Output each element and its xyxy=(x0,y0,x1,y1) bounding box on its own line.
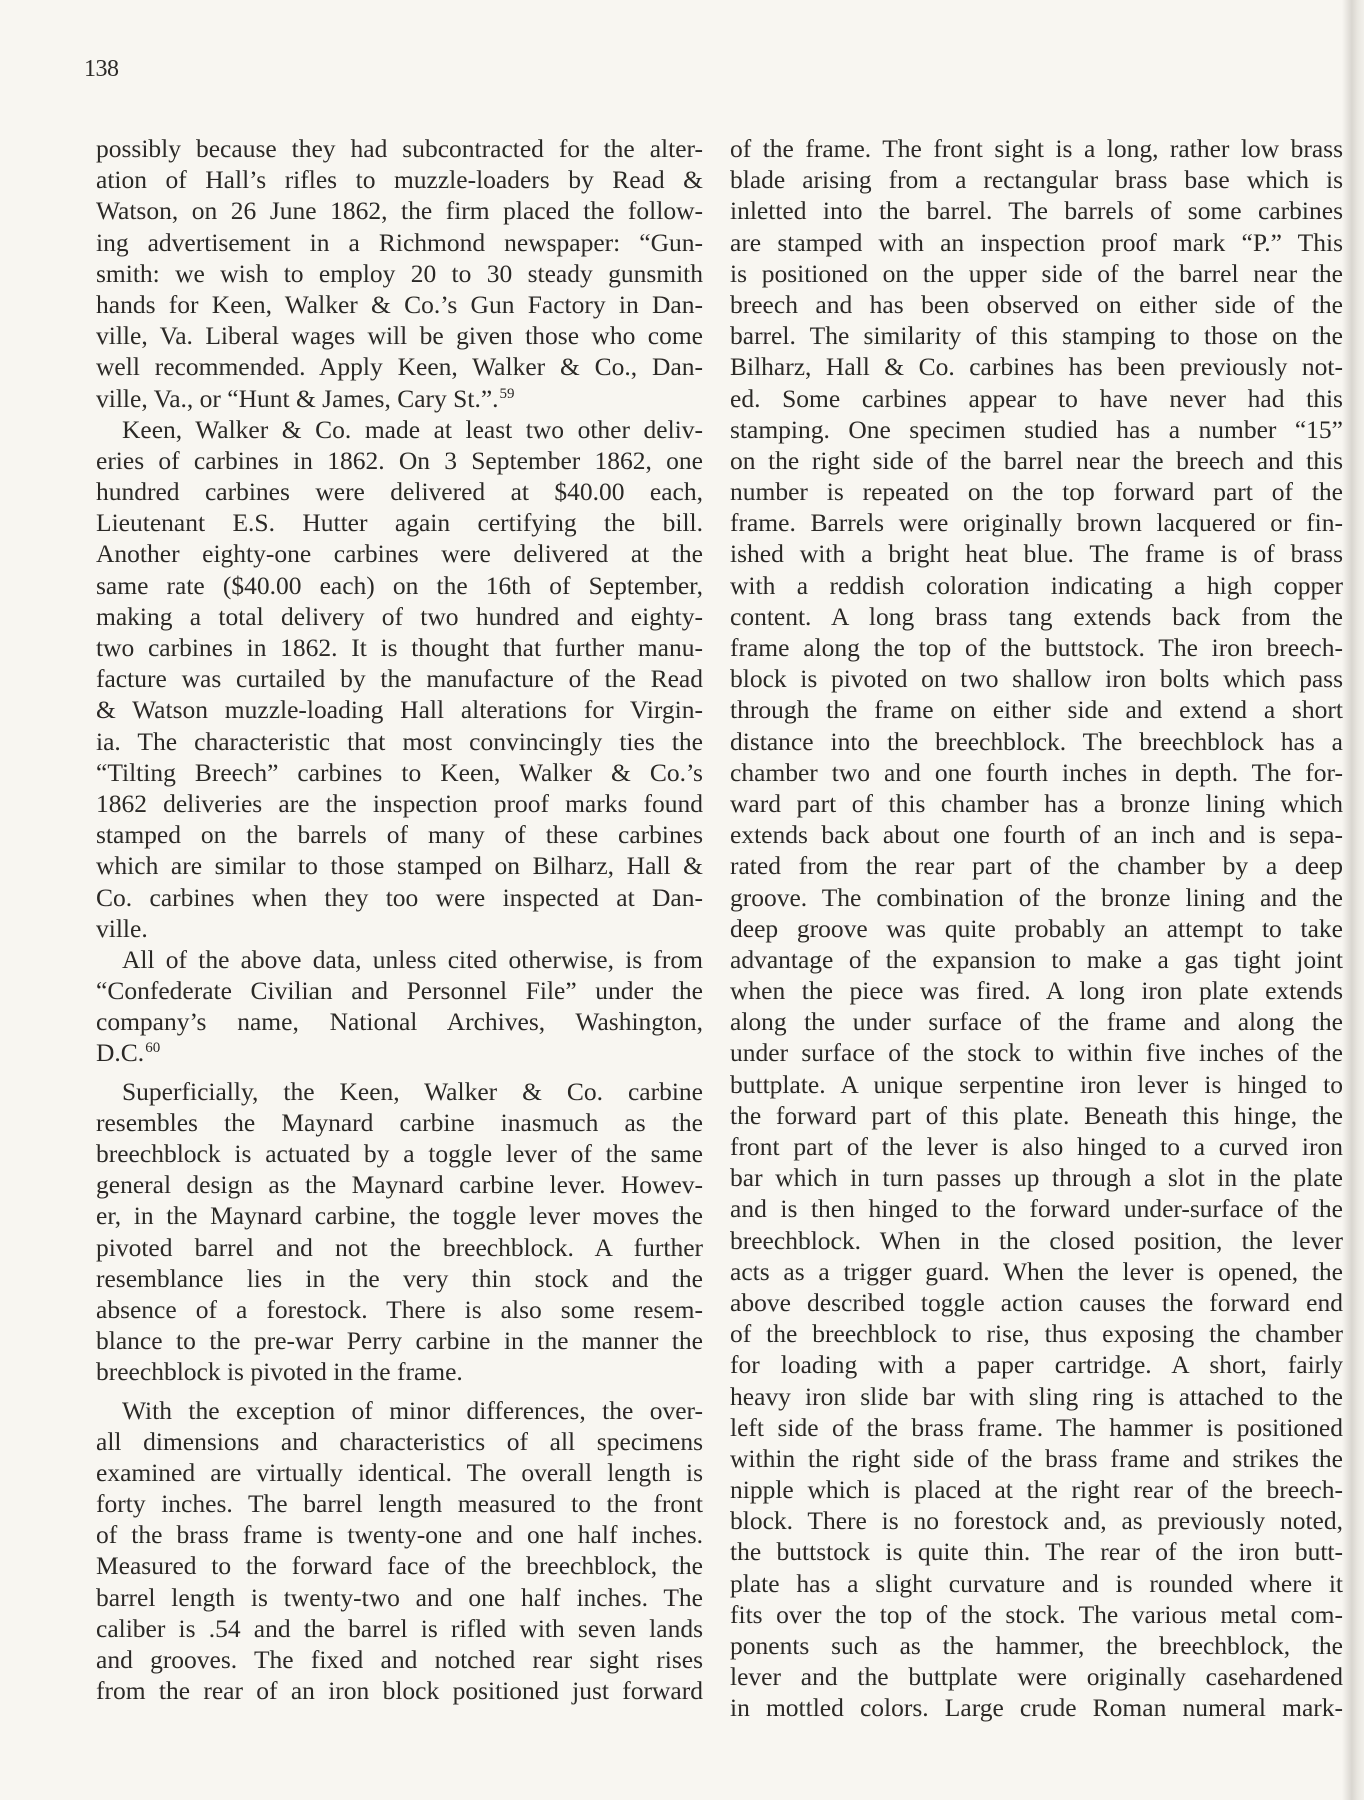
line-text: breechblock is pivoted in the frame. xyxy=(96,1357,463,1387)
page-number: 138 xyxy=(84,56,119,82)
paragraph xyxy=(96,133,703,414)
line-text: groove. The combination of the bronze lining and the xyxy=(730,882,1343,912)
line-text: 1862 deliveries are the inspection proof marks found xyxy=(96,788,703,818)
text-line xyxy=(96,1006,703,1037)
line-text: buttplate. A unique serpentine iron lever is hinged to xyxy=(730,1069,1343,1099)
text-line xyxy=(96,476,703,507)
text-line xyxy=(730,1568,1343,1599)
text-line xyxy=(96,1457,703,1488)
line-text: left side of the brass frame. The hammer is positioned xyxy=(730,1412,1343,1442)
text-line xyxy=(730,1287,1343,1318)
paragraph xyxy=(730,133,1343,1724)
text-line xyxy=(96,414,703,445)
text-line xyxy=(730,1318,1343,1349)
line-text: ing advertisement in a Richmond newspaper: “Gun- xyxy=(96,227,703,257)
text-line xyxy=(730,320,1343,351)
text-column-right xyxy=(730,133,1343,1724)
line-text: the buttstock is quite thin. The rear of the iron butt- xyxy=(730,1537,1343,1567)
text-line xyxy=(730,726,1343,757)
text-line xyxy=(96,757,703,788)
line-text: with a reddish coloration indicating a high copper xyxy=(730,570,1343,600)
line-text: blance to the pre-war Perry carbine in the manner the xyxy=(96,1326,703,1356)
text-line xyxy=(730,1100,1343,1131)
line-text: Superficially, the Keen, Walker & Co. carbine xyxy=(122,1076,703,1106)
text-line xyxy=(96,445,703,476)
line-text: hundred carbines were delivered at $40.00 each, xyxy=(96,477,703,507)
line-text: Measured to the forward face of the breechblock, the xyxy=(96,1551,703,1581)
line-text: resemblance lies in the very thin stock and the xyxy=(96,1263,703,1293)
line-text: in mottled colors. Large crude Roman numeral mark- xyxy=(730,1693,1343,1723)
line-text: hands for Keen, Walker & Co.’s Gun Factory in Dan- xyxy=(96,289,703,319)
line-text: er, in the Maynard carbine, the toggle lever moves the xyxy=(96,1201,703,1231)
text-line xyxy=(730,133,1343,164)
text-line xyxy=(730,383,1343,414)
line-text: rated from the rear part of the chamber by a deep xyxy=(730,851,1343,881)
text-line xyxy=(730,1661,1343,1692)
text-line xyxy=(96,1107,703,1138)
line-text: Co. carbines when they too were inspected at Dan- xyxy=(96,882,703,912)
text-line xyxy=(96,258,703,289)
line-text: With the exception of minor differences, the over- xyxy=(122,1395,703,1425)
line-text: stamping. One specimen studied has a number “15” xyxy=(730,414,1343,444)
text-line xyxy=(730,819,1343,850)
line-text: pivoted barrel and not the breechblock. A further xyxy=(96,1232,703,1262)
text-line xyxy=(96,1395,703,1426)
text-line xyxy=(730,1193,1343,1224)
line-text: of the brass frame is twenty-one and one half inches. xyxy=(96,1520,703,1550)
text-line xyxy=(730,1349,1343,1380)
paragraph xyxy=(96,1395,703,1707)
text-line xyxy=(96,882,703,913)
line-text: D.C. xyxy=(96,1038,145,1068)
line-text: ville, Va. Liberal wages will be given those who come xyxy=(96,321,703,351)
line-text: resembles the Maynard carbine inasmuch as the xyxy=(96,1107,703,1137)
text-line xyxy=(730,1599,1343,1630)
line-text: above described toggle action causes the forward end xyxy=(730,1287,1343,1317)
text-line xyxy=(96,1613,703,1644)
text-line xyxy=(96,320,703,351)
line-text: eries of carbines in 1862. On 3 September 1862, one xyxy=(96,445,703,475)
line-text: Bilharz, Hall & Co. carbines has been previously not- xyxy=(730,352,1343,382)
text-line xyxy=(730,445,1343,476)
text-line xyxy=(730,694,1343,725)
line-text: of the breechblock to rise, thus exposing the chamber xyxy=(730,1319,1343,1349)
line-text: ia. The characteristic that most convincingly ties the xyxy=(96,726,703,756)
page-edge-shadow xyxy=(1342,0,1364,1800)
line-text: front part of the lever is also hinged to a curved iron xyxy=(730,1132,1343,1161)
text-line xyxy=(730,601,1343,632)
line-text: acts as a trigger guard. When the lever is opened, the xyxy=(730,1256,1343,1286)
line-text: ville, Va., or “Hunt & James, Cary St.”. xyxy=(96,383,499,413)
text-line xyxy=(96,632,703,663)
line-text: from the rear of an iron block positioned just forward xyxy=(96,1676,703,1706)
line-text: plate has a slight curvature and is rounded where it xyxy=(730,1568,1343,1598)
text-line xyxy=(96,1138,703,1169)
footnote-reference: 59 xyxy=(499,385,515,402)
text-line xyxy=(96,507,703,538)
text-line xyxy=(730,1006,1343,1037)
line-text: under surface of the stock to within five inches of the xyxy=(730,1038,1343,1068)
line-text: which are similar to those stamped on Bilharz, Hall & xyxy=(96,851,703,881)
line-text: distance into the breechblock. The breechblock has a xyxy=(730,726,1343,756)
text-line xyxy=(96,1582,703,1613)
line-text: breech and has been observed on either side of the xyxy=(730,289,1343,319)
text-line xyxy=(96,1232,703,1263)
line-text: Watson, on 26 June 1862, the firm placed the follow- xyxy=(96,196,703,226)
line-text: lever and the buttplate were originally casehardened xyxy=(730,1662,1343,1692)
text-line xyxy=(96,1550,703,1581)
line-text: chamber two and one fourth inches in depth. The for- xyxy=(730,757,1343,787)
line-text: all dimensions and characteristics of all specimens xyxy=(96,1426,703,1456)
line-text: examined are virtually identical. The overall length is xyxy=(96,1457,703,1487)
text-line xyxy=(730,1412,1343,1443)
line-text: is positioned on the upper side of the barrel near the xyxy=(730,258,1343,288)
text-line xyxy=(730,164,1343,195)
text-line xyxy=(96,383,703,414)
line-text: breechblock is actuated by a toggle lever of the same xyxy=(96,1139,703,1168)
line-text: & Watson muzzle-loading Hall alterations for Virgin- xyxy=(96,695,703,725)
text-line xyxy=(96,601,703,632)
text-line xyxy=(730,570,1343,601)
text-line xyxy=(730,1692,1343,1723)
line-text: same rate ($40.00 each) on the 16th of September, xyxy=(96,570,703,600)
line-text: “Confederate Civilian and Personnel File” under the xyxy=(96,976,703,1006)
text-line xyxy=(96,133,703,164)
line-text: are stamped with an inspection proof mark “P.” This xyxy=(730,227,1343,257)
text-line xyxy=(96,1037,703,1068)
text-line xyxy=(730,1162,1343,1193)
text-line xyxy=(730,227,1343,258)
line-text: caliber is .54 and the barrel is rifled with seven lands xyxy=(96,1613,703,1643)
text-line xyxy=(96,1644,703,1675)
line-text: facture was curtailed by the manufacture of the Read xyxy=(96,664,703,694)
paragraph xyxy=(96,414,703,944)
line-text: of the frame. The front sight is a long, rather low brass xyxy=(730,134,1343,163)
line-text: absence of a forestock. There is also some resem- xyxy=(96,1294,703,1324)
text-line xyxy=(730,476,1343,507)
line-text: bar which in turn passes up through a slot in the plate xyxy=(730,1163,1343,1193)
text-line xyxy=(730,1630,1343,1661)
text-line xyxy=(96,1200,703,1231)
line-text: block. There is no forestock and, as previously noted, xyxy=(730,1506,1343,1536)
line-text: possibly because they had subcontracted for the alter- xyxy=(96,134,703,163)
text-line xyxy=(96,1325,703,1356)
line-text: extends back about one fourth of an inch and is sepa- xyxy=(730,820,1343,850)
line-text: nipple which is placed at the right rear of the breech- xyxy=(730,1475,1343,1505)
line-text: fits over the top of the stock. The various metal com- xyxy=(730,1599,1343,1629)
text-line xyxy=(96,1294,703,1325)
line-text: well recommended. Apply Keen, Walker & Co., Dan- xyxy=(96,352,703,382)
text-line xyxy=(730,289,1343,320)
line-text: All of the above data, unless cited otherwise, is from xyxy=(122,944,703,974)
text-line xyxy=(96,538,703,569)
text-line xyxy=(96,788,703,819)
text-line xyxy=(730,944,1343,975)
text-line xyxy=(96,944,703,975)
text-line xyxy=(96,195,703,226)
line-text: and grooves. The fixed and notched rear sight rises xyxy=(96,1645,703,1674)
line-text: block is pivoted on two shallow iron bolts which pass xyxy=(730,664,1343,694)
text-line xyxy=(730,975,1343,1006)
text-line xyxy=(96,975,703,1006)
line-text: along the under surface of the frame and along the xyxy=(730,1007,1343,1037)
text-line xyxy=(730,1131,1343,1162)
line-text: company’s name, National Archives, Washington, xyxy=(96,1007,703,1037)
text-line xyxy=(96,1263,703,1294)
line-text: Another eighty-one carbines were delivered at the xyxy=(96,539,703,569)
line-text: ward part of this chamber has a bronze lining which xyxy=(730,788,1343,818)
text-line xyxy=(96,1076,703,1107)
text-line xyxy=(96,227,703,258)
text-line xyxy=(730,1381,1343,1412)
line-text: barrel length is twenty-two and one half inches. The xyxy=(96,1582,703,1612)
text-line xyxy=(96,1169,703,1200)
line-text: deep groove was quite probably an attempt to take xyxy=(730,913,1343,943)
text-line xyxy=(730,258,1343,289)
text-column-left xyxy=(96,133,703,1706)
text-line xyxy=(730,632,1343,663)
line-text: barrel. The similarity of this stamping to those on the xyxy=(730,321,1343,351)
line-text: the forward part of this plate. Beneath this hinge, the xyxy=(730,1100,1343,1130)
line-text: ponents such as the hammer, the breechblock, the xyxy=(730,1631,1343,1660)
text-line xyxy=(730,913,1343,944)
text-line xyxy=(96,694,703,725)
text-line xyxy=(730,507,1343,538)
text-line xyxy=(730,882,1343,913)
line-text: within the right side of the brass frame and strikes the xyxy=(730,1443,1343,1473)
text-line xyxy=(730,1225,1343,1256)
text-line xyxy=(730,195,1343,226)
line-text: ished with a bright heat blue. The frame is of brass xyxy=(730,539,1343,569)
text-line xyxy=(730,1505,1343,1536)
line-text: ville. xyxy=(96,913,148,943)
text-line xyxy=(96,913,703,944)
line-text: frame. Barrels were originally brown lacquered or fin- xyxy=(730,508,1343,538)
text-line xyxy=(730,1474,1343,1505)
line-text: blade arising from a rectangular brass base which is xyxy=(730,165,1343,195)
text-line xyxy=(96,164,703,195)
text-line xyxy=(730,414,1343,445)
line-text: on the right side of the barrel near the breech and this xyxy=(730,445,1343,475)
line-text: through the frame on either side and extend a short xyxy=(730,695,1343,725)
line-text: smith: we wish to employ 20 to 30 steady gunsmith xyxy=(96,258,703,288)
text-line xyxy=(96,726,703,757)
text-line xyxy=(730,1037,1343,1068)
text-line xyxy=(730,788,1343,819)
line-text: stamped on the barrels of many of these carbines xyxy=(96,820,703,850)
text-line xyxy=(96,1675,703,1706)
text-line xyxy=(730,1536,1343,1567)
line-text: for loading with a paper cartridge. A short, fairly xyxy=(730,1350,1343,1380)
line-text: ation of Hall’s rifles to muzzle-loaders by Read & xyxy=(96,165,703,195)
line-text: content. A long brass tang extends back from the xyxy=(730,601,1343,631)
line-text: and is then hinged to the forward under-surface of the xyxy=(730,1194,1343,1224)
line-text: Lieutenant E.S. Hutter again certifying the bill. xyxy=(96,508,703,538)
text-line xyxy=(730,1443,1343,1474)
text-line xyxy=(730,538,1343,569)
paragraph xyxy=(96,1076,703,1388)
text-line xyxy=(96,1519,703,1550)
line-text: ed. Some carbines appear to have never had this xyxy=(730,383,1343,413)
line-text: making a total delivery of two hundred and eighty- xyxy=(96,601,703,631)
line-text: advantage of the expansion to make a gas tight joint xyxy=(730,944,1343,974)
paragraph xyxy=(96,944,703,1069)
line-text: forty inches. The barrel length measured to the front xyxy=(96,1489,703,1519)
text-line xyxy=(730,1069,1343,1100)
text-line xyxy=(96,289,703,320)
line-text: Keen, Walker & Co. made at least two other deliv- xyxy=(122,414,703,444)
line-text: general design as the Maynard carbine lever. Howev- xyxy=(96,1170,703,1200)
text-line xyxy=(96,663,703,694)
text-line xyxy=(730,1256,1343,1287)
text-line xyxy=(730,850,1343,881)
text-line xyxy=(96,351,703,382)
text-line xyxy=(96,570,703,601)
text-line xyxy=(96,1356,703,1387)
text-line xyxy=(730,757,1343,788)
line-text: heavy iron slide bar with sling ring is attached to the xyxy=(730,1381,1343,1411)
text-line xyxy=(96,1488,703,1519)
line-text: “Tilting Breech” carbines to Keen, Walker & Co.’s xyxy=(96,757,703,787)
footnote-reference: 60 xyxy=(145,1040,161,1057)
line-text: two carbines in 1862. It is thought that further manu- xyxy=(96,633,703,662)
line-text: number is repeated on the top forward part of the xyxy=(730,477,1343,507)
line-text: inletted into the barrel. The barrels of some carbines xyxy=(730,196,1343,226)
text-line xyxy=(730,351,1343,382)
line-text: when the piece was fired. A long iron plate extends xyxy=(730,976,1343,1006)
text-line xyxy=(96,1426,703,1457)
text-line xyxy=(96,850,703,881)
line-text: breechblock. When in the closed position, the lever xyxy=(730,1225,1343,1255)
text-line xyxy=(730,663,1343,694)
line-text: frame along the top of the buttstock. The iron breech- xyxy=(730,633,1343,662)
text-line xyxy=(96,819,703,850)
